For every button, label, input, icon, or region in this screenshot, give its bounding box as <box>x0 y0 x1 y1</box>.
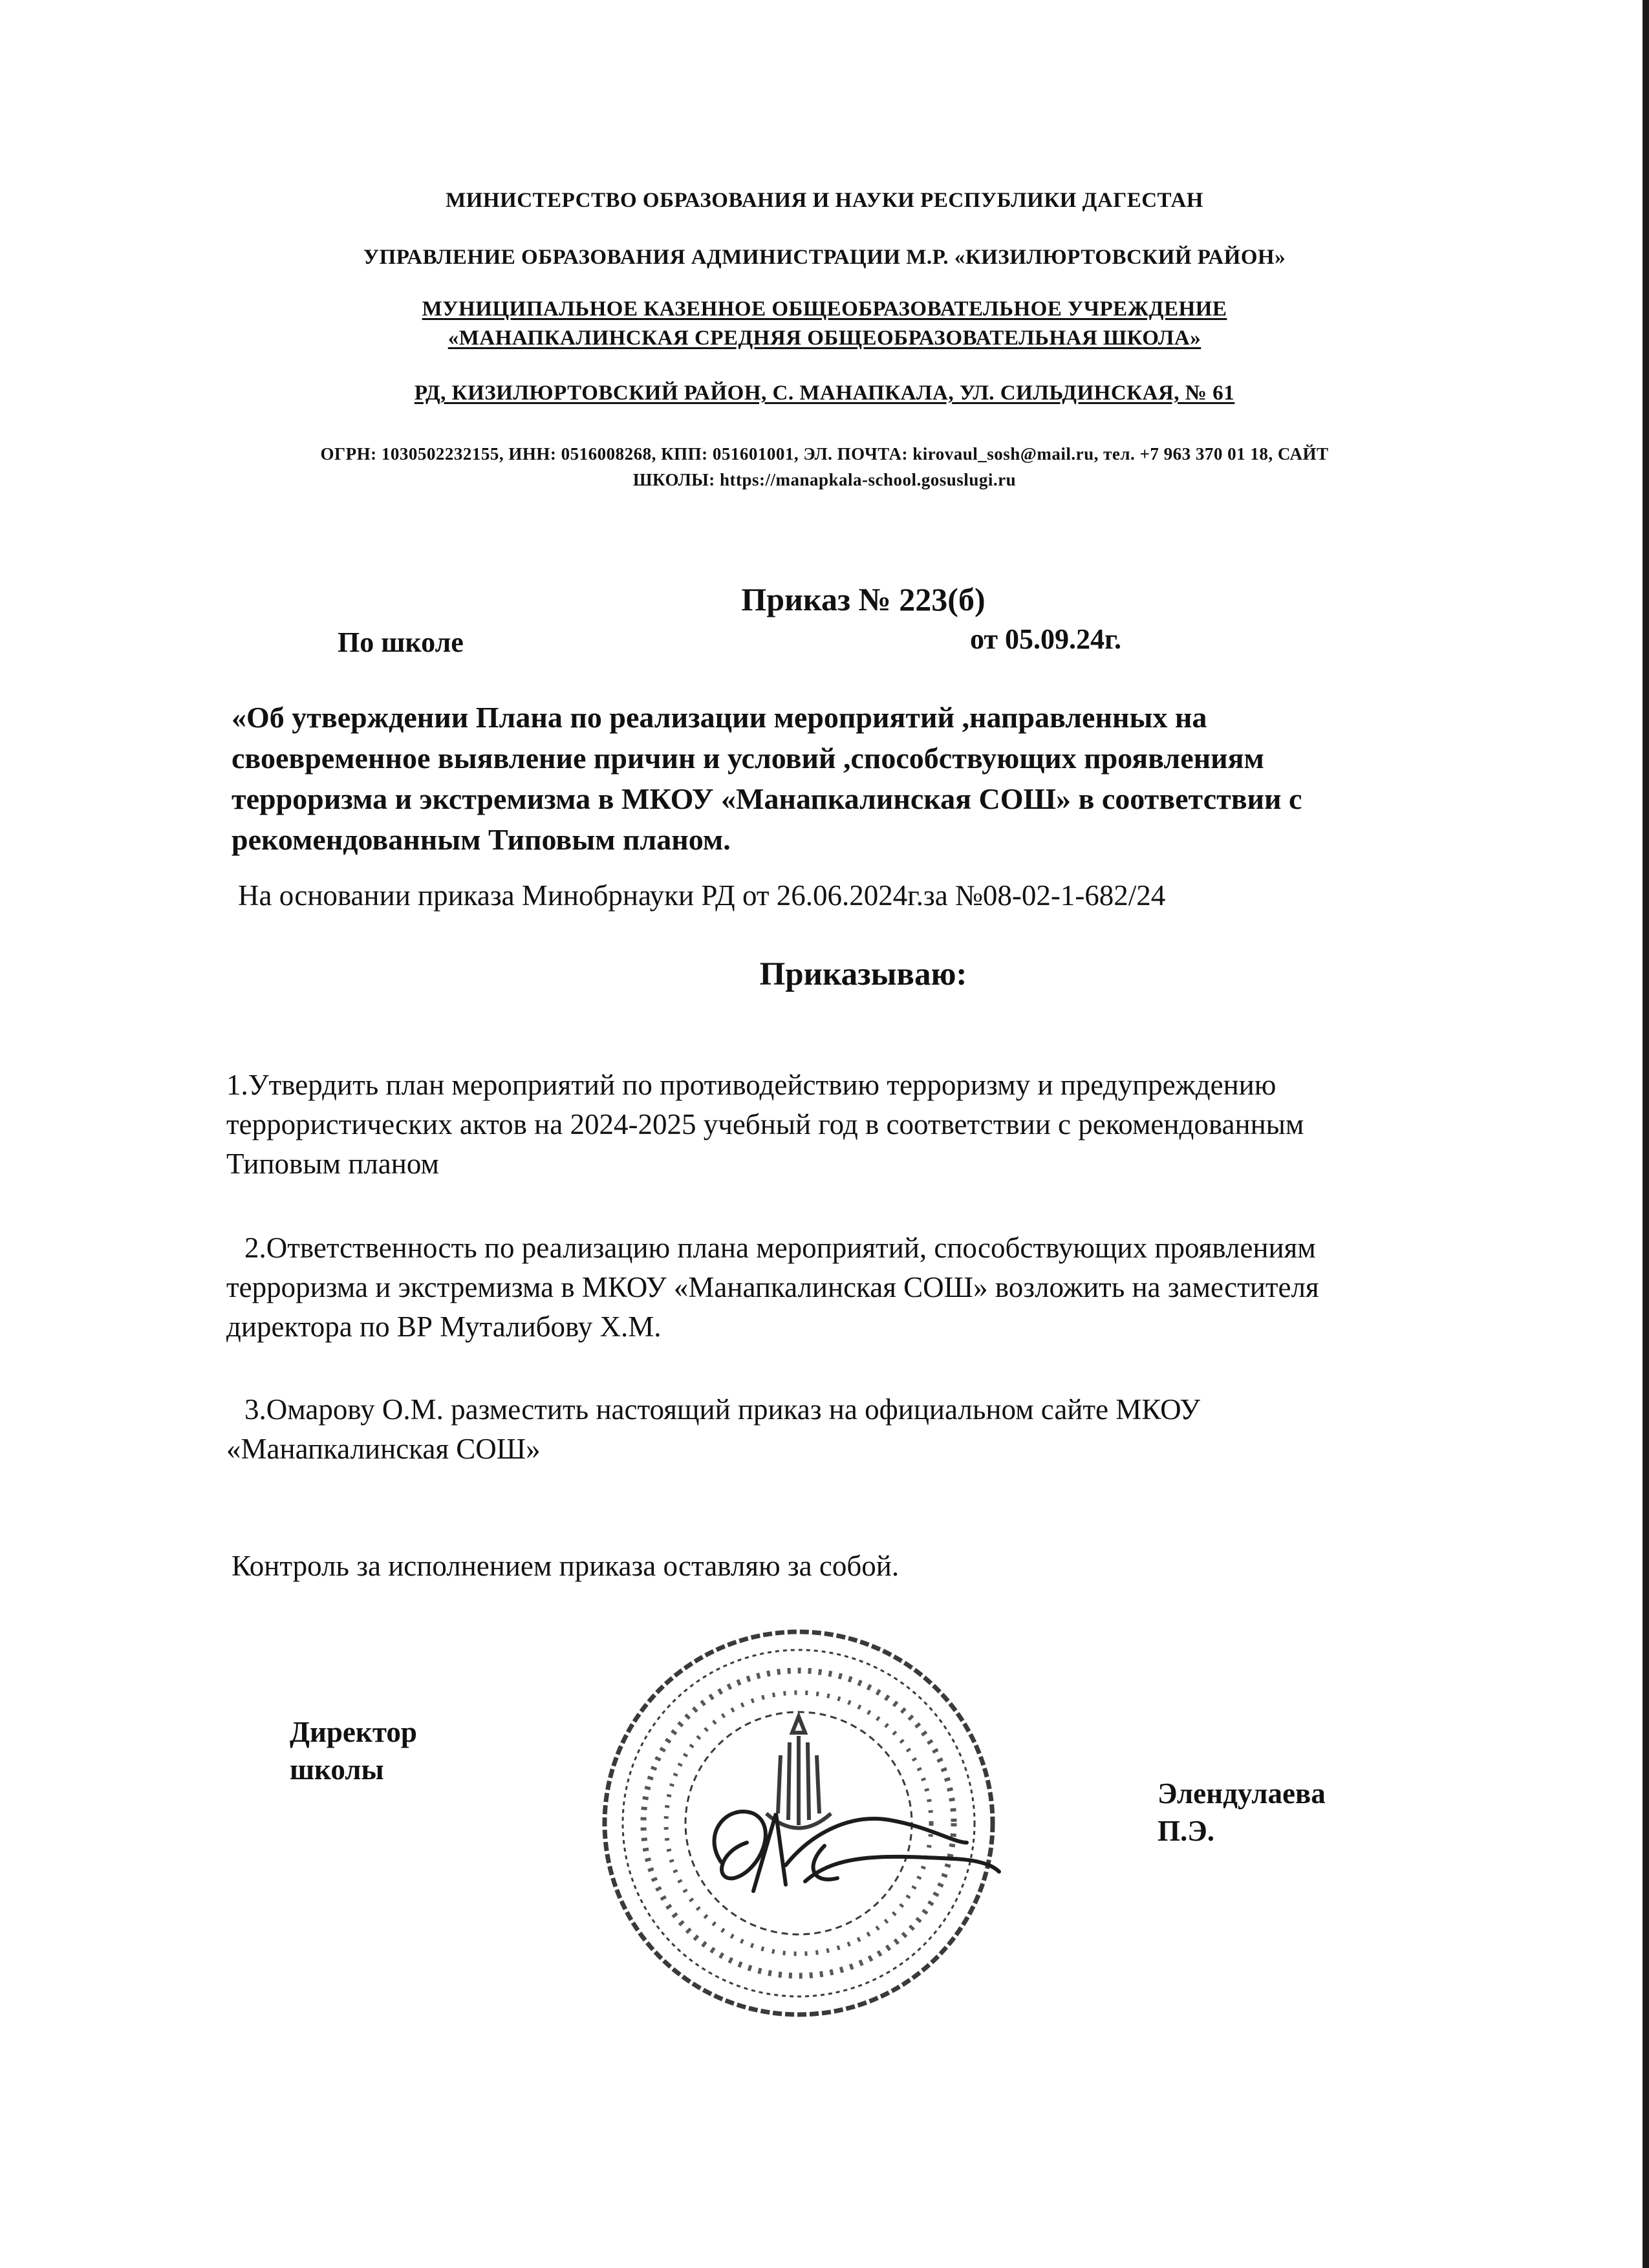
name-line: Элендулаева <box>1158 1777 1326 1810</box>
item-line: террористических актов на 2024-2025 учебный год в соответствии с рекомендованным <box>226 1108 1304 1140</box>
requisites-line2: ШКОЛЫ: https://manapkala-school.gosuslugi.ru <box>632 470 1017 489</box>
order-title: Приказ № 223(б) <box>741 581 986 617</box>
subject-line: терроризма и экстремизма в МКОУ «Манапкалинская СОШ» в соответствии с <box>232 782 1302 815</box>
order-basis: На основании приказа Минобрнауки РД от 26.06.2024г.за №08-02-1-682/24 <box>238 879 1166 912</box>
command-heading: Приказываю: <box>759 956 967 992</box>
item-line: терроризма и экстремизма в МКОУ «Манапкалинская СОШ» возложить на заместителя <box>226 1271 1319 1303</box>
department-heading: УПРАВЛЕНИЕ ОБРАЗОВАНИЯ АДМИНИСТРАЦИИ М.Р. «КИЗИЛЮРТОВСКИЙ РАЙОН» <box>363 246 1286 269</box>
position-line: школы <box>290 1753 384 1786</box>
position-line: Директор <box>290 1716 417 1748</box>
item-line: 3.Омарову О.М. разместить настоящий приказ на официальном сайте МКОУ <box>244 1393 1201 1426</box>
address-line: РД, КИЗИЛЮРТОВСКИЙ РАЙОН, С. МАНАПКАЛА, УЛ. СИЛЬДИНСКАЯ, № 61 <box>414 381 1235 405</box>
order-item-1 <box>226 1065 1487 1184</box>
institution-heading-line1: МУНИЦИПАЛЬНОЕ КАЗЕННОЕ ОБЩЕОБРАЗОВАТЕЛЬНОЕ УЧРЕЖДЕНИЕ <box>422 297 1227 321</box>
order-item-2 <box>226 1228 1487 1347</box>
requisites-line1: ОГРН: 1030502232155, ИНН: 0516008268, КПП: 051601001, ЭЛ. ПОЧТА: kirovaul_sosh@mail.ru, тел. +7 963 370 01 18, САЙТ <box>320 444 1329 464</box>
signatory-position <box>290 1713 417 1788</box>
subject-line: своевременное выявление причин и условий ,способствующих проявлениям <box>232 742 1264 775</box>
institution-heading-line2: «МАНАПКАЛИНСКАЯ СРЕДНЯЯ ОБЩЕОБРАЗОВАТЕЛЬНАЯ ШКОЛА» <box>447 326 1202 350</box>
school-seal <box>592 1620 1006 2027</box>
order-date: от 05.09.24г. <box>970 623 1122 655</box>
signatory-name <box>1158 1775 1326 1850</box>
control-statement: Контроль за исполнением приказа оставляю за собой. <box>232 1550 900 1582</box>
name-line: П.Э. <box>1158 1815 1215 1847</box>
seal-emblem <box>766 1717 831 1828</box>
item-line: директора по ВР Муталибову Х.М. <box>226 1311 662 1343</box>
item-line: 2.Ответственность по реализацию плана мероприятий, способствующих проявлениям <box>244 1232 1316 1264</box>
ministry-heading: МИНИСТЕРСТВО ОБРАЗОВАНИЯ И НАУКИ РЕСПУБЛИКИ ДАГЕСТАН <box>446 189 1203 212</box>
order-item-3 <box>226 1390 1487 1469</box>
item-line: 1.Утвердить план мероприятий по противодействию терроризму и предупреждению <box>226 1069 1277 1101</box>
subject-line: «Об утверждении Плана по реализации мероприятий ,направленных на <box>232 701 1207 734</box>
subject-line: рекомендованным Типовым планом. <box>232 823 731 856</box>
order-scope: По школе <box>338 626 464 658</box>
item-line: Типовым планом <box>226 1148 439 1180</box>
order-subject <box>232 697 1512 860</box>
item-line: «Манапкалинская СОШ» <box>226 1433 541 1465</box>
